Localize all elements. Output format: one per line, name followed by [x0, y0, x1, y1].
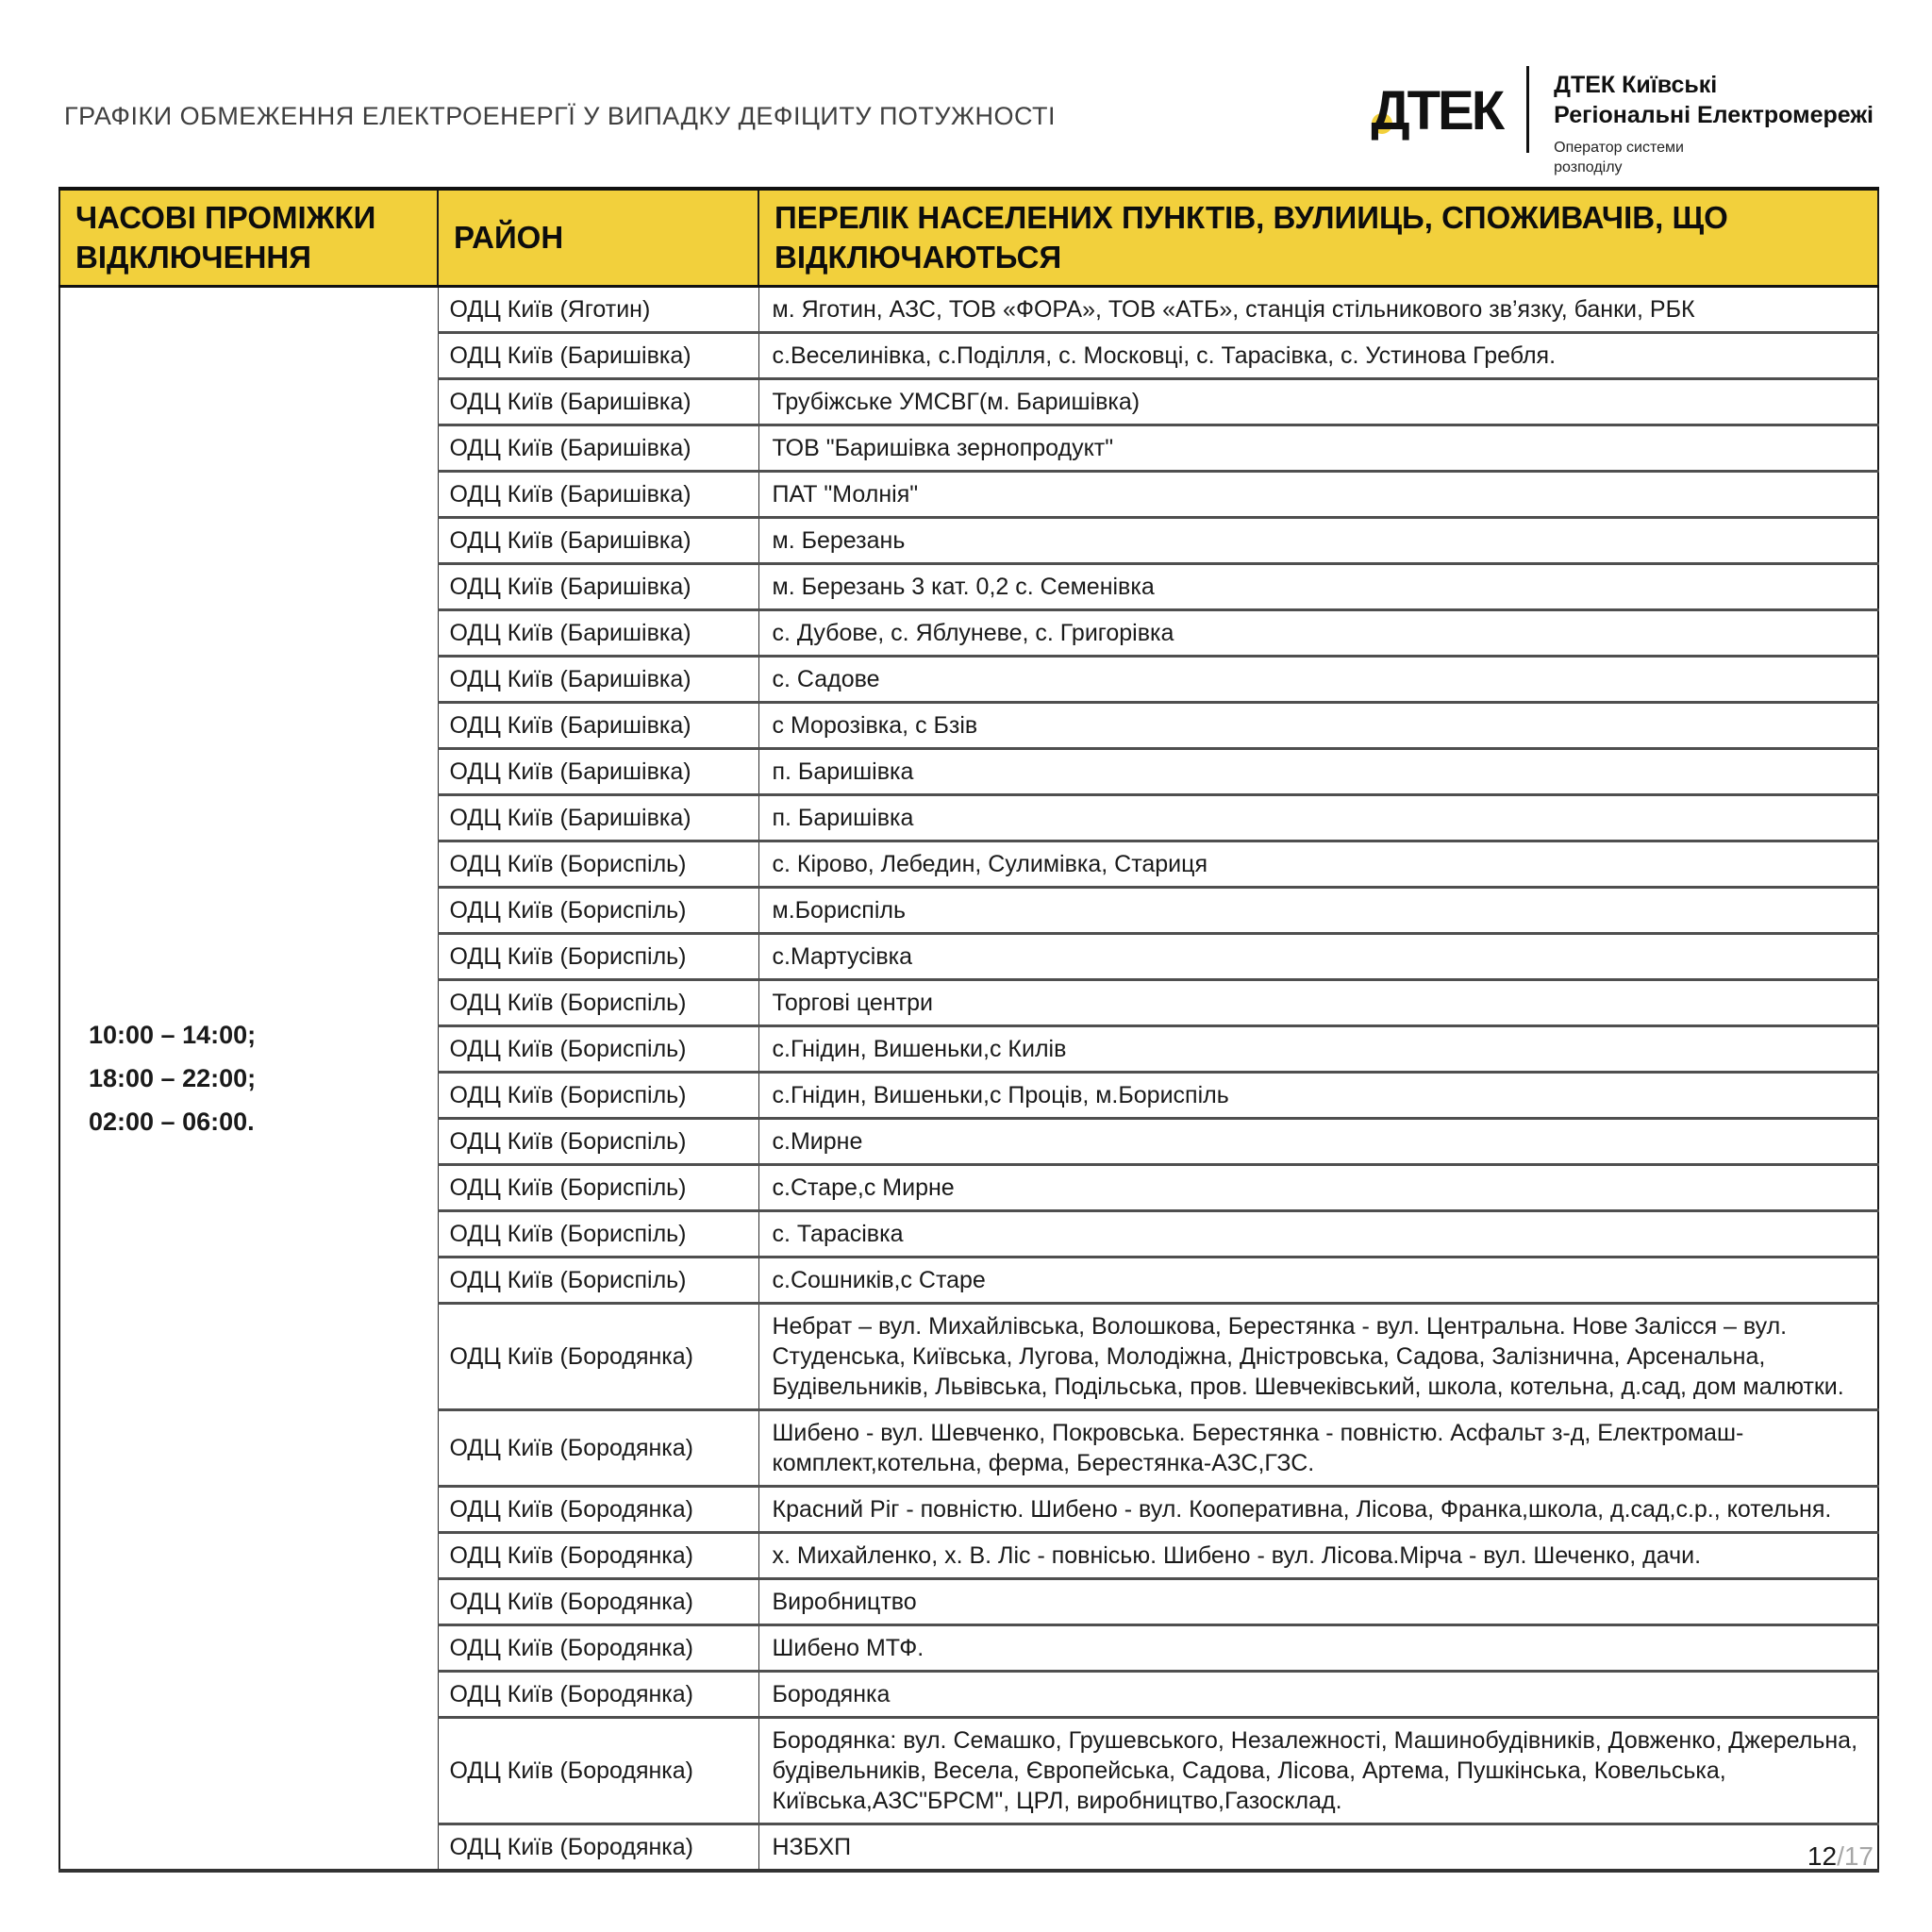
consumers-cell: с. Дубове, с. Яблуневе, с. Григорівка [758, 610, 1878, 657]
district-cell: ОДЦ Київ (Баришівка) [438, 379, 758, 425]
district-cell: ОДЦ Київ (Баришівка) [438, 564, 758, 610]
district-cell: ОДЦ Київ (Бориспіль) [438, 1073, 758, 1119]
consumers-cell: с.Мартусівка [758, 934, 1878, 980]
column-header-district: РАЙОН [438, 189, 758, 287]
district-cell: ОДЦ Київ (Бородянка) [438, 1672, 758, 1718]
logo-company-line1: ДТЕК Київські [1554, 72, 1718, 98]
outage-table-body [59, 287, 1878, 1872]
consumers-cell: с.Старе,с Мирне [758, 1165, 1878, 1211]
consumers-cell: с.Сошників,с Старе [758, 1257, 1878, 1304]
district-cell: ОДЦ Київ (Баришівка) [438, 518, 758, 564]
consumers-cell: с.Веселинівка, с.Поділля, с. Московці, с. Тарасівка, с. Устинова Гребля. [758, 333, 1878, 379]
consumers-cell: НЗБХП [758, 1824, 1878, 1872]
page-title: ГРАФІКИ ОБМЕЖЕННЯ ЕЛЕКТРОЕНЕРГЇ У ВИПАДКУ ДЕФІЦИТУ ПОТУЖНОСТІ [64, 102, 1057, 130]
district-cell: ОДЦ Київ (Бородянка) [438, 1533, 758, 1579]
consumers-cell: Торгові центри [758, 980, 1878, 1026]
dtek-wordmark-text: ДТЕК [1371, 80, 1503, 142]
column-header-time: ЧАСОВІ ПРОМІЖКИ ВІДКЛЮЧЕННЯ [59, 189, 438, 287]
district-cell: ОДЦ Київ (Бородянка) [438, 1718, 758, 1824]
district-cell: ОДЦ Київ (Баришівка) [438, 795, 758, 841]
consumers-cell: с.Мирне [758, 1119, 1878, 1165]
consumers-cell: с. Садове [758, 657, 1878, 703]
time-slot-cell [59, 287, 438, 1872]
time-slot-line: 18:00 – 22:00; [89, 1064, 257, 1092]
district-cell: ОДЦ Київ (Баришівка) [438, 703, 758, 749]
district-cell: ОДЦ Київ (Бориспіль) [438, 1026, 758, 1073]
time-slot-line: 10:00 – 14:00; [89, 1021, 257, 1049]
time-slot-line: 02:00 – 06:00. [89, 1108, 255, 1136]
dtek-wordmark [1371, 66, 1526, 157]
consumers-cell: Небрат – вул. Михайлівська, Волошкова, Берестянка - вул. Центральна. Нове Залісся – вул. Студенська, Київська, Лугова, Молодіжна, Дністровська, Садова, Залізнична, Арсенальна, Будівельників, Львівська, Подільська, пров. Шевчеківський, школа, котельна, д.сад, дом малютки. [758, 1304, 1878, 1410]
district-cell: ОДЦ Київ (Баришівка) [438, 425, 758, 472]
district-cell: ОДЦ Київ (Бородянка) [438, 1579, 758, 1625]
consumers-cell: ТОВ "Баришівка зернопродукт" [758, 425, 1878, 472]
consumers-cell: Шибено - вул. Шевченко, Покровська. Берестянка - повністю. Асфальт з-д, Електромаш-комплект,котельна, ферма, Берестянка-АЗС,ГЗС. [758, 1410, 1878, 1487]
district-cell: ОДЦ Київ (Бородянка) [438, 1824, 758, 1872]
district-cell: ОДЦ Київ (Бориспіль) [438, 1257, 758, 1304]
consumers-cell: с. Тарасівка [758, 1211, 1878, 1257]
table-row [59, 287, 1878, 333]
district-cell: ОДЦ Київ (Баришівка) [438, 333, 758, 379]
logo-subtitle-line1: Оператор системи [1554, 140, 1684, 156]
consumers-cell: м. Березань 3 кат. 0,2 с. Семенівка [758, 564, 1878, 610]
table-header-row [59, 189, 1878, 287]
district-cell: ОДЦ Київ (Баришівка) [438, 472, 758, 518]
district-cell: ОДЦ Київ (Бородянка) [438, 1304, 758, 1410]
consumers-cell: Виробництво [758, 1579, 1878, 1625]
district-cell: ОДЦ Київ (Бориспіль) [438, 934, 758, 980]
page-number [1807, 1841, 1874, 1872]
district-cell: ОДЦ Київ (Бориспіль) [438, 1165, 758, 1211]
district-cell: ОДЦ Київ (Бориспіль) [438, 888, 758, 934]
logo-company-line2: Регіональні Електромережі [1554, 102, 1874, 128]
logo-divider [1526, 66, 1529, 153]
district-cell: ОДЦ Київ (Баришівка) [438, 610, 758, 657]
consumers-cell: м. Яготин, АЗС, ТОВ «ФОРА», ТОВ «АТБ», станція стільникового зв’язку, банки, РБК [758, 287, 1878, 333]
consumers-cell: с.Гнідин, Вишеньки,с Проців, м.Бориспіль [758, 1073, 1878, 1119]
district-cell: ОДЦ Київ (Бородянка) [438, 1410, 758, 1487]
consumers-cell: м. Березань [758, 518, 1878, 564]
consumers-cell: п. Баришівка [758, 749, 1878, 795]
page-number-current: 12 [1807, 1841, 1838, 1871]
district-cell: ОДЦ Київ (Бородянка) [438, 1625, 758, 1672]
consumers-cell: Шибено МТФ. [758, 1625, 1878, 1672]
district-cell: ОДЦ Київ (Баришівка) [438, 749, 758, 795]
district-cell: ОДЦ Київ (Баришівка) [438, 657, 758, 703]
consumers-cell: Трубіжське УМСВГ(м. Баришівка) [758, 379, 1878, 425]
consumers-cell: с Морозівка, с Бзів [758, 703, 1878, 749]
district-cell: ОДЦ Київ (Яготин) [438, 287, 758, 333]
document-header [64, 66, 1874, 175]
consumers-cell: Красний Ріг - повністю. Шибено - вул. Кооперативна, Лісова, Франка,школа, д.сад,с.р., котельня. [758, 1487, 1878, 1533]
outage-schedule-table [58, 187, 1879, 1873]
consumers-cell: п. Баришівка [758, 795, 1878, 841]
logo-subtitle [1554, 138, 1874, 177]
logo-subtitle-line2: розподілу [1554, 159, 1623, 175]
district-cell: ОДЦ Київ (Бородянка) [438, 1487, 758, 1533]
consumers-cell: Бородянка: вул. Семашко, Грушевського, Незалежності, Машинобудівників, Довженко, Джерельна, будівельників, Весела, Європейська, Садова, Лісова, Артема, Пушкінська, Ковельська, Київська,АЗС"БРСМ", ЦРЛ, виробництво,Газосклад. [758, 1718, 1878, 1824]
district-cell: ОДЦ Київ (Бориспіль) [438, 980, 758, 1026]
consumers-cell: Бородянка [758, 1672, 1878, 1718]
consumers-cell: х. Михайленко, х. В. Ліс - повнісью. Шибено - вул. Лісова.Мірча - вул. Шеченко, дачи. [758, 1533, 1878, 1579]
consumers-cell: м.Бориспіль [758, 888, 1878, 934]
logo-text-column [1554, 66, 1874, 177]
consumers-cell: с.Гнідин, Вишеньки,с Килів [758, 1026, 1878, 1073]
consumers-cell: с. Кірово, Лебедин, Сулимівка, Стариця [758, 841, 1878, 888]
column-header-consumers: ПЕРЕЛІК НАСЕЛЕНИХ ПУНКТІВ, ВУЛИИЦЬ, СПОЖИВАЧІВ, ЩО ВІДКЛЮЧАЮТЬСЯ [758, 189, 1878, 287]
dtek-logo [1371, 66, 1874, 177]
district-cell: ОДЦ Київ (Бориспіль) [438, 841, 758, 888]
consumers-cell: ПАТ "Молнія" [758, 472, 1878, 518]
district-cell: ОДЦ Київ (Бориспіль) [438, 1211, 758, 1257]
district-cell: ОДЦ Київ (Бориспіль) [438, 1119, 758, 1165]
page-number-total: /17 [1837, 1841, 1874, 1871]
